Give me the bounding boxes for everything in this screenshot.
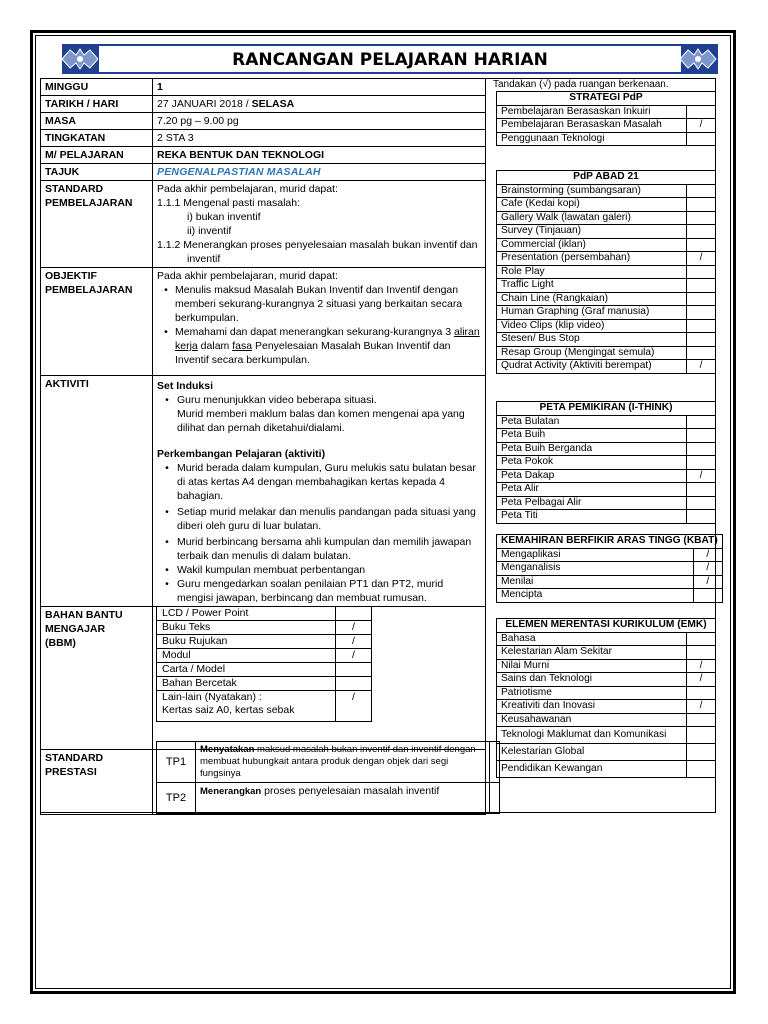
emk-check[interactable]: / [687,673,716,687]
perkembangan-item: • Setiap murid melakar dan menulis pandangan pada situasi yang diberi oleh guru di luar bulatan. [157,505,481,535]
perkembangan-item-text: Murid berbincang bersama ahli kumpulan dan memilih jawapan terbaik dan menulis di dalam bulatan. [177,536,472,562]
ithink-row [497,469,716,483]
tajuk-value: PENGENALPASTIAN MASALAH [153,164,486,181]
minggu-label: MINGGU [41,79,153,96]
abad21-check[interactable] [687,184,716,198]
abad21-check[interactable] [687,279,716,293]
emk-item: Kelestarian Alam Sekitar [497,646,687,660]
objektif-item: • Memahami dan dapat menerangkan sekurang-kurangnya 3 aliran kerja dalam fasa Penyelesaian Masalah Bukan Inventif dan Inventif secara berkumpulan. [164,326,480,366]
standard-label-line1: STANDARD [45,183,104,195]
set-induksi-title: Set Induksi [157,380,214,392]
abad21-row [497,265,716,279]
tp2-label: TP2 [157,783,196,814]
abad21-check[interactable] [687,198,716,212]
strategi-check[interactable] [687,105,716,119]
aktiviti-label: AKTIVITI [41,376,153,607]
objektif-content [153,268,486,376]
masa-value: 7.20 pg – 9.00 pg [153,113,486,130]
strategi-row [497,132,716,146]
ithink-title: PETA PEMIKIRAN (I-THINK) [497,402,716,416]
tp1-description: Menyatakan maksud masalah bukan inventif dan inventif dengan membuat hubungkait antara produk dengan objek dari segi fungsinya [196,742,490,783]
emk-check[interactable] [687,761,716,778]
emk-row [497,761,716,778]
emk-item: Kreativiti dan Inovasi [497,700,687,714]
ithink-header [497,402,716,416]
emk-check[interactable] [687,686,716,700]
abad21-item: Survey (Tinjauan) [497,225,687,239]
bbm-item-check[interactable]: / [336,649,372,663]
abad21-item: Commercial (iklan) [497,238,687,252]
emk-row [497,686,716,700]
strategi-pdp-table [496,91,716,146]
strategi-check[interactable] [687,132,716,146]
bbm-row [157,677,372,691]
kbat-item: Menganalisis [497,562,694,576]
aktiviti-content [153,376,486,607]
abad21-check[interactable] [687,225,716,239]
abad21-check[interactable] [687,238,716,252]
standard-prestasi-label: STANDARD PRESTASI [41,750,153,815]
ithink-check[interactable] [687,496,716,510]
abad21-check[interactable] [687,265,716,279]
tarikh-cell [153,96,486,113]
strategi-header [497,92,716,106]
abad21-row [497,292,716,306]
abad21-check[interactable]: / [687,360,716,374]
emk-check[interactable] [687,646,716,660]
tingkatan-value: 2 STA 3 [153,130,486,147]
ithink-row [497,415,716,429]
hari-value: SELASA [251,98,295,110]
ithink-check[interactable] [687,483,716,497]
perkembangan-title: Perkembangan Pelajaran (aktiviti) [157,448,326,460]
abad21-check[interactable] [687,292,716,306]
ithink-check[interactable]: / [687,469,716,483]
bbm-row-lain [157,691,372,722]
minggu-value: 1 [153,79,486,96]
ithink-check[interactable] [687,415,716,429]
emk-table [496,618,716,778]
row-aktiviti [41,376,486,607]
standard-prestasi-table [156,741,500,814]
abad21-row [497,184,716,198]
bbm-row [157,635,372,649]
kbat-check[interactable] [693,589,722,603]
perkembangan-item-text: Setiap murid melakar dan menulis pandangan pada situasi yang diberi oleh guru di luar bulatan. [177,506,476,532]
bbm-item-name: Buku Rujukan [157,635,336,649]
bbm-item-check[interactable] [336,607,372,621]
emk-row [497,646,716,660]
emk-row [497,700,716,714]
row-standard-pembelajaran [41,181,486,268]
objektif-label [41,268,153,376]
strategi-row [497,119,716,133]
emk-check[interactable]: / [687,659,716,673]
bbm-item-name: Bahan Bercetak [157,677,336,691]
emk-check[interactable] [687,713,716,727]
abad21-item: Qudrat Activity (Aktiviti berempat) [497,360,687,374]
strategi-item: Pembelajaran Berasaskan Masalah [497,119,687,133]
tarikh-value: 27 JANUARI 2018 / [157,98,249,110]
bbm-item-check[interactable] [336,663,372,677]
bbm-item-check[interactable]: / [336,621,372,635]
masa-label: MASA [41,113,153,130]
abad21-row [497,238,716,252]
emk-title: ELEMEN MERENTASI KURIKULUM (EMK) [497,619,716,633]
abad21-item: Resap Group (Mengingat semula) [497,346,687,360]
set-induksi-continued: Murid memberi maklum balas dan komen mengenai apa yang dilihat dan pernah diketahui/dialami. [177,408,465,434]
row-mata-pelajaran [41,147,486,164]
abad21-item: Cafe (Kedai kopi) [497,198,687,212]
perkembangan-item: • Murid berada dalam kumpulan, Guru melukis satu bulatan besar di atas kertas A4 dengan membahagikan kertas kepada 4 bahagian. [157,461,481,505]
tingkatan-label: TINGKATAN [41,130,153,147]
bbm-item-name: Modul [157,649,336,663]
abad21-check[interactable] [687,211,716,225]
kbat-check[interactable]: / [693,562,722,576]
standard-line-1: 1.1.1 Mengenal pasti masalah: [157,197,301,209]
emk-row [497,727,716,744]
abad21-item: Role Play [497,265,687,279]
kbat-item: Mencipta [497,589,694,603]
ithink-item: Peta Alir [497,483,687,497]
abad21-item: Stesen/ Bus Stop [497,333,687,347]
objektif-intro: Pada akhir pembelajaran, murid dapat: [157,270,338,282]
abad21-check[interactable] [687,346,716,360]
bbm-table [156,606,372,722]
strategi-item: Pembelajaran Berasaskan Inkuiri [497,105,687,119]
pdp-abad-21-table [496,170,716,374]
set-induksi-item: • Guru menunjukkan video beberapa situasi. [165,394,377,406]
abad21-header [497,171,716,185]
ithink-check[interactable] [687,429,716,443]
abad21-row [497,333,716,347]
abad21-item: Video Clips (klip video) [497,319,687,333]
objektif-item: • Menulis maksud Masalah Bukan Inventif dan Inventif dengan memberi sekurang-kurangnya 2 situasi yang berkaitan secara berkumpulan. [157,283,481,325]
emk-item: Sains dan Teknologi [497,673,687,687]
row-tarikh [41,96,486,113]
emk-row [497,744,716,761]
emk-item: Teknologi Maklumat dan Komunikasi [497,727,687,744]
ithink-item: Peta Bulatan [497,415,687,429]
abad21-item: Human Graphing (Graf manusia) [497,306,687,320]
ithink-check[interactable] [687,456,716,470]
row-masa [41,113,486,130]
perkembangan-item-text: Murid berada dalam kumpulan, Guru melukis satu bulatan besar di atas kertas A4 dengan membahagikan kertas kepada 4 bahagian. [177,462,476,502]
objektif-item-text: Menulis maksud Masalah Bukan Inventif dan Inventif dengan memberi sekurang-kurangnya 2 situasi yang berkaitan secara berkumpulan. [175,284,463,324]
tarikh-label: TARIKH / HARI [41,96,153,113]
abad21-row [497,279,716,293]
kbat-item: Mengaplikasi [497,548,694,562]
ithink-item: Peta Dakap [497,469,687,483]
tp2-description: Menerangkan proses penyelesaian masalah inventif [196,783,490,814]
ornament-left-icon [60,46,100,72]
ithink-row [497,456,716,470]
bbm-item-check[interactable]: / [336,635,372,649]
ithink-item: Peta Pelbagai Alir [497,496,687,510]
bbm-item-name: LCD / Power Point [157,607,336,621]
bbm-item-name: Buku Teks [157,621,336,635]
ithink-row [497,510,716,524]
abad21-row [497,360,716,374]
abad21-check[interactable] [687,306,716,320]
emk-row [497,632,716,646]
abad21-item: Gallery Walk (lawatan galeri) [497,211,687,225]
objektif-label-line2: PEMBELAJARAN [45,284,133,296]
strategi-title: STRATEGI PdP [497,92,716,106]
emk-check[interactable]: / [687,700,716,714]
ithink-row [497,442,716,456]
kbat-item: Menilai [497,575,694,589]
strategi-check[interactable]: / [687,119,716,133]
emk-check[interactable] [687,744,716,761]
bbm-row [157,649,372,663]
bbm-item-name: Carta / Model [157,663,336,677]
ithink-row [497,496,716,510]
kbat-row [497,589,723,603]
row-minggu [41,79,486,96]
abad21-row [497,252,716,266]
peta-pemikiran-table [496,401,716,524]
standard-pembelajaran-label [41,181,153,268]
bbm-label: BAHAN BANTU MENGAJAR (BBM) [41,607,153,750]
strategi-row [497,105,716,119]
page-title: RANCANGAN PELAJARAN HARIAN [98,45,682,73]
abad21-check[interactable] [687,333,716,347]
abad21-row [497,306,716,320]
abad21-item: Presentation (persembahan) [497,252,687,266]
kbat-row [497,575,723,589]
ithink-item: Peta Pokok [497,456,687,470]
standard-line-4: 1.1.2 Menerangkan proses penyelesaian masalah bukan inventif dan [157,239,478,251]
mata-pelajaran-label: M/ PELAJARAN [41,147,153,164]
instruction-note: Tandakan (√) pada ruangan berkenaan. [493,79,669,90]
ithink-check[interactable] [687,510,716,524]
emk-item: Pendidikan Kewangan [497,761,687,778]
bbm-lain-cell [157,691,336,722]
abad21-row [497,211,716,225]
perkembangan-item: • Guru mengedarkan soalan penilaian PT1 dan PT2, murid mengisi jawapan, berbincang dan membuat rumusan. [157,577,481,605]
kbat-title: KEMAHIRAN BERFIKIR ARAS TINGG (KBAT) [497,535,723,549]
bbm-row [157,663,372,677]
abad21-item: Traffic Light [497,279,687,293]
abad21-row [497,198,716,212]
standard-line-2: i) bukan inventif [187,211,261,223]
kbat-check[interactable]: / [693,548,722,562]
kbat-row [497,562,723,576]
emk-row [497,673,716,687]
row-objektif [41,268,486,376]
standard-line-3: ii) inventif [187,225,232,237]
perkembangan-list [157,461,481,605]
standard-pembelajaran-content [153,181,486,268]
perkembangan-item: • Wakil kumpulan membuat perbentangan [157,563,481,577]
bbm-row [157,621,372,635]
ithink-item: Peta Titi [497,510,687,524]
abad21-item: Brainstorming (sumbangsaran) [497,184,687,198]
standard-intro: Pada akhir pembelajaran, murid dapat: [157,183,338,195]
bbm-row [157,607,372,621]
ithink-item: Peta Buih Berganda [497,442,687,456]
tajuk-label: TAJUK [41,164,153,181]
tp1-row [157,742,500,783]
tp2-row [157,783,500,814]
bbm-lain-check[interactable]: / [336,691,372,722]
strategi-item: Penggunaan Teknologi [497,132,687,146]
standard-label-line2: PEMBELAJARAN [45,197,133,209]
perkembangan-item-text: Guru mengedarkan soalan penilaian PT1 dan PT2, murid mengisi jawapan, berbincang dan membuat rumusan. [177,578,444,604]
kbat-header [497,535,723,549]
bbm-lain-value: Kertas saiz A0, kertas sebak [162,704,295,716]
kbat-row [497,548,723,562]
emk-check[interactable] [687,632,716,646]
abad21-title: PdP ABAD 21 [497,171,716,185]
ornament-right-icon [678,46,718,72]
abad21-item: Chain Line (Rangkaian) [497,292,687,306]
bbm-lain-label: Lain-lain (Nyatakan) : [162,691,262,703]
emk-row [497,713,716,727]
perkembangan-item-text: Wakil kumpulan membuat perbentangan [177,564,366,576]
emk-item: Bahasa [497,632,687,646]
emk-item: Nilai Murni [497,659,687,673]
emk-item: Patriotisme [497,686,687,700]
objektif-item-text: Memahami dan dapat menerangkan sekurang-kurangnya 3 aliran kerja dalam fasa Penyelesaian Masalah Bukan Inventif dan Inventif secara berkumpulan. [175,326,480,366]
abad21-row [497,319,716,333]
abad21-check[interactable]: / [687,252,716,266]
tp1-label: TP1 [157,742,196,783]
perkembangan-item: • Murid berbincang bersama ahli kumpulan dan memilih jawapan terbaik dan menulis di dalam bulatan. [157,535,481,563]
abad21-row [497,225,716,239]
bbm-item-check[interactable] [336,677,372,691]
ithink-row [497,483,716,497]
row-tingkatan [41,130,486,147]
emk-item: Kelestarian Global [497,744,687,761]
ithink-item: Peta Buih [497,429,687,443]
ithink-check[interactable] [687,442,716,456]
abad21-check[interactable] [687,319,716,333]
abad21-row [497,346,716,360]
ithink-row [497,429,716,443]
emk-check[interactable] [687,727,716,744]
emk-row [497,659,716,673]
standard-line-5: inventif [187,253,221,265]
mata-pelajaran-value: REKA BENTUK DAN TEKNOLOGI [153,147,486,164]
row-tajuk [41,164,486,181]
kbat-table [496,534,723,603]
kbat-check[interactable]: / [693,575,722,589]
emk-item: Keusahawanan [497,713,687,727]
emk-header [497,619,716,633]
objektif-label-line1: OBJEKTIF [45,270,97,282]
